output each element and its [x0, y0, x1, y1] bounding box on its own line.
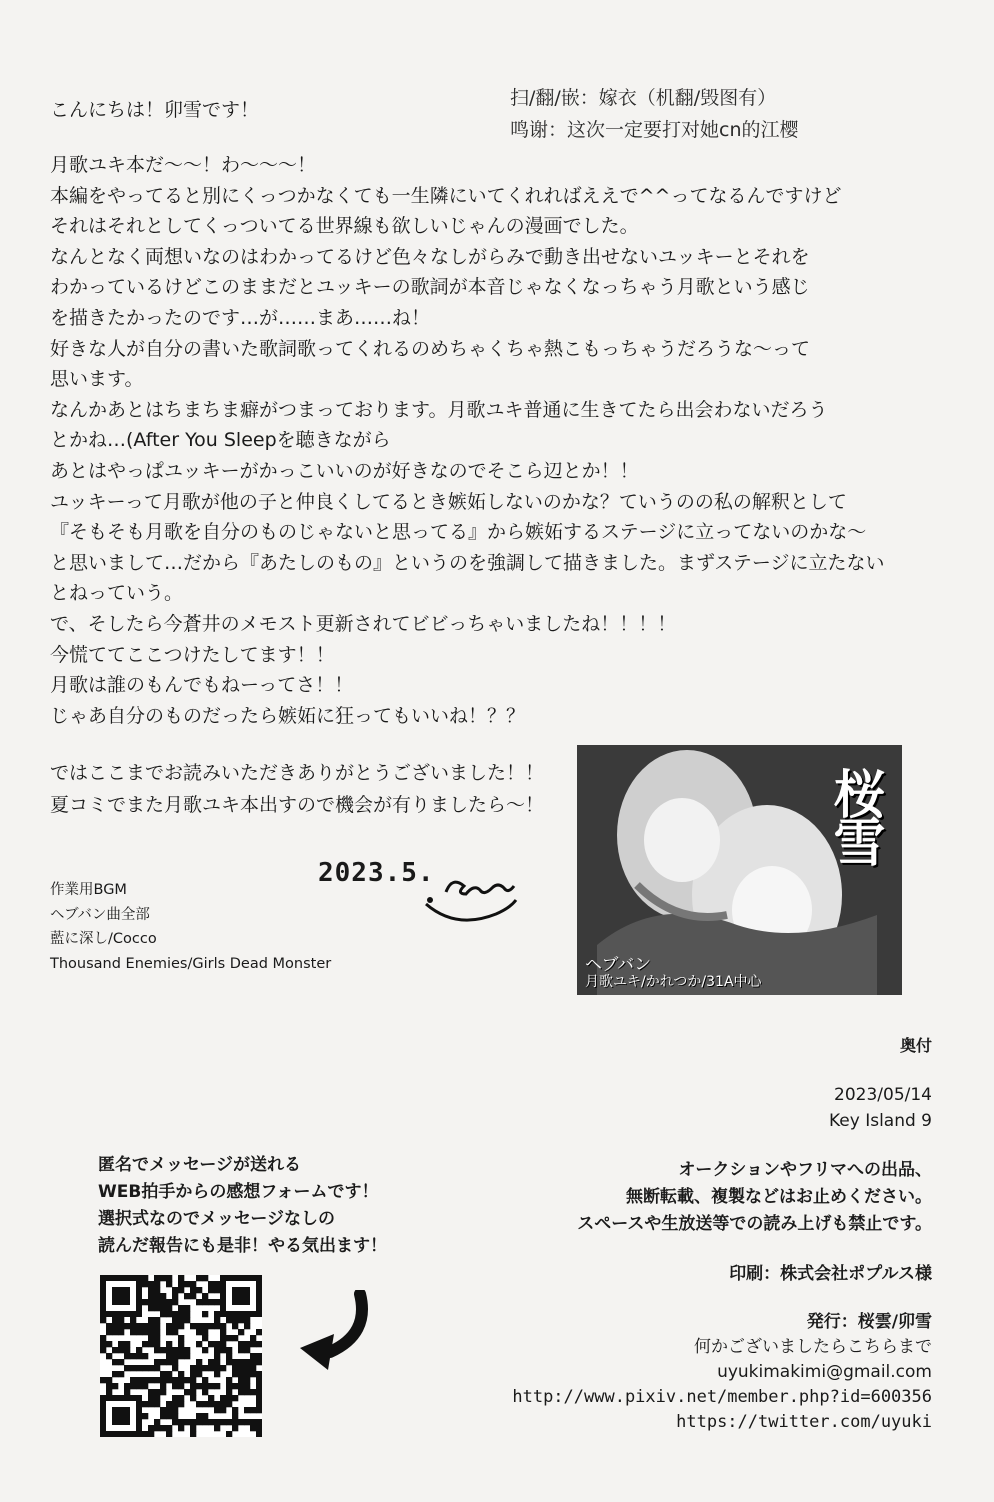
colophon-title: 奥付	[899, 1036, 932, 1055]
body-line: 『そもそも月歌を自分のものじゃないと思ってる』から嫉妬するステージに立ってないのかな〜	[50, 521, 867, 544]
pixiv-link[interactable]: http://www.pixiv.net/member.php?id=600356	[512, 1387, 932, 1407]
contact-text: 何かございましたらこちらまで	[694, 1337, 932, 1357]
body-line: なんとなく両想いなのはわかってるけど色々なしがらみで動き出せないユッキーとそれを	[50, 245, 810, 268]
notice-line: 無断転載、複製などはお止めください。	[626, 1187, 932, 1207]
closing-line: ではここまでお読みいただきありがとうございました！！	[50, 762, 545, 784]
event-name: Key Island 9	[828, 1111, 932, 1131]
body-line: なんかあとはちまちま癖がつまっております。月歌ユキ普通に生きてたら出会わないだろう	[50, 398, 828, 421]
body-line: 今慌ててここつけたしてます！！	[50, 643, 335, 666]
twitter-link[interactable]: https://twitter.com/uyuki	[676, 1412, 932, 1432]
bgm-list	[50, 878, 331, 976]
publish-date: 2023/05/14	[834, 1085, 932, 1105]
scanlation-credits	[510, 82, 799, 146]
body-line: 思います。	[50, 368, 144, 391]
body-line: 本編をやってると別にくっつかなくても一生隣にいてくれればええで^^ってなるんですけど	[50, 184, 842, 207]
body-line: ユッキーって月歌が他の子と仲良くしてるとき嫉妬しないのかな？ていうのの私の解釈として	[50, 490, 847, 513]
cover-title: 桜雪	[824, 767, 885, 863]
reproduction-notice	[577, 1157, 932, 1238]
publisher-info	[512, 1310, 932, 1435]
bgm-heading: 作業用BGM	[50, 882, 127, 898]
closing-message	[50, 757, 544, 821]
bgm-item: Thousand Enemies/Girls Dead Monster	[50, 955, 332, 972]
greeting: こんにちは！卯雪です！	[50, 99, 260, 121]
cover-tags: 月歌ユキ/かれつか/31A中心	[585, 974, 762, 990]
body-line: で、そしたら今蒼井のメモスト更新されてビビっちゃいましたね！！！！	[50, 612, 677, 635]
body-line: とねっていう。	[50, 582, 184, 605]
body-line: と思いまして…だから『あたしのもの』というのを強調して描きました。まずステージに立たない	[50, 551, 885, 574]
body-line: あとはやっぱユッキーがかっこいいのが好きなのでそこら辺とか！！	[50, 459, 639, 482]
body-line: 月歌ユキ本だ〜〜！わ〜〜〜！	[50, 154, 317, 176]
qr-code-icon[interactable]	[100, 1275, 262, 1437]
credits-line: 鸣谢：这次一定要打对她cn的江樱	[510, 119, 799, 141]
body-line: わかっているけどこのままだとユッキーの歌詞が本音じゃなくなっちゃう月歌という感じ	[50, 276, 810, 299]
body-line: 好きな人が自分の書いた歌詞歌ってくれるのめちゃくちゃ熱こもっちゃうだろうな〜って	[50, 337, 811, 360]
handwritten-signature	[318, 852, 528, 932]
colophon-info	[829, 1082, 932, 1134]
body-line: とかね…(After You Sleepを聴きながら	[50, 429, 391, 452]
notice-line: オークションやフリマへの出品、	[678, 1160, 932, 1180]
curved-arrow-icon	[290, 1290, 370, 1384]
body-line: 月歌は誰のもんでもねーってさ！！	[50, 674, 354, 697]
afterword-body	[50, 150, 930, 731]
body-line: それはそれとしてくっついてる世界線も欲しいじゃんの漫画でした。	[50, 215, 639, 238]
email-address[interactable]: uyukimakimi@gmail.com	[717, 1362, 932, 1382]
issuer: 発行：桜雲/卯雪	[806, 1312, 932, 1332]
signature-date: 2023.5.	[318, 858, 435, 888]
notice-line: スペースや生放送等での読み上げも禁止です。	[577, 1214, 932, 1234]
form-line: 読んだ報告にも是非！やる気出ます！	[98, 1236, 387, 1256]
form-line: 匿名でメッセージが送れる	[98, 1155, 301, 1175]
cover-thumbnail	[577, 745, 902, 995]
body-line: を描きたかったのです…が……まあ……ね！	[50, 306, 431, 329]
form-line: WEB拍手からの感想フォームです！	[98, 1182, 379, 1202]
bgm-item: ヘブバン曲全部	[50, 906, 150, 923]
credits-line: 扫/翻/嵌：嫁衣（机翻/毁图有）	[510, 87, 777, 109]
signature-scribble-icon	[318, 852, 528, 932]
cover-subtitle: ヘブバン	[585, 955, 652, 975]
bgm-item: 藍に深し/Cocco	[50, 931, 157, 947]
closing-line: 夏コミでまた月歌ユキ本出すので機会が有りましたら〜！	[50, 794, 545, 816]
form-line: 選択式なのでメッセージなしの	[98, 1209, 335, 1229]
body-line: じゃあ自分のものだったら嫉妬に狂ってもいいね！？？	[50, 704, 526, 727]
feedback-form-text	[98, 1152, 387, 1260]
printer-credit: 印刷：株式会社ポプルス様	[729, 1264, 932, 1284]
